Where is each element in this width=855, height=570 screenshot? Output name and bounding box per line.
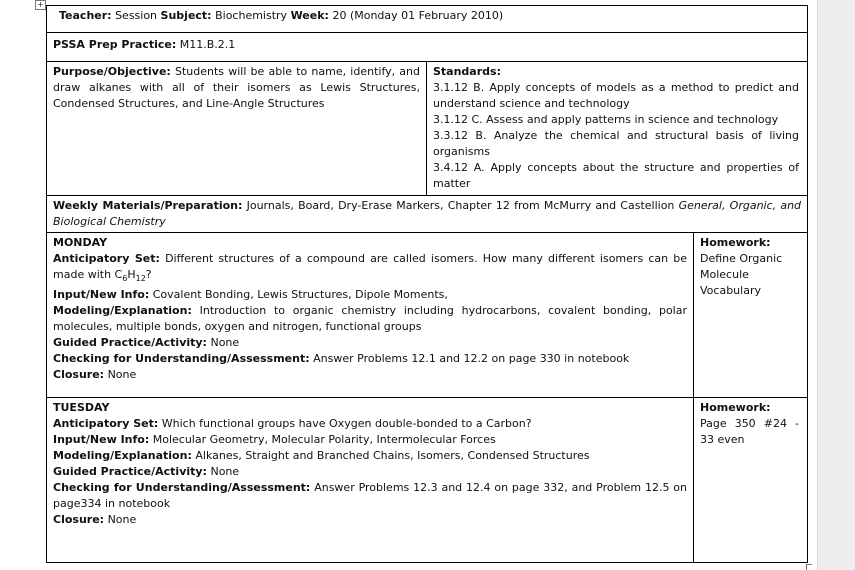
materials-book-title: General, Organic, and Biological Chemistry	[53, 199, 802, 228]
monday-input-text: Covalent Bonding, Lewis Structures, Dipole Moments,	[152, 288, 448, 302]
monday-formula: $C_6H_{12}$?	[114, 268, 152, 284]
subject-label: Subject:	[160, 9, 212, 22]
subject-value: Biochemistry	[215, 9, 288, 22]
standards-label: Standards:	[433, 65, 501, 78]
page-end-mark	[806, 564, 812, 570]
monday-modeling-text: Introduction to organic chemistry including hydrocarbons, covalent bonding, polar molecules, multiple bonds, oxygen and nitrogen, functional groups	[53, 304, 687, 334]
tuesday-homework-text: Page 350 #24 - 33 even	[700, 417, 799, 446]
tuesday-input-label: Input/New Info:	[53, 433, 150, 446]
tuesday-checking-label: Checking for Understanding/Assessment:	[53, 481, 311, 494]
pssa-value: M11.B.2.1	[179, 38, 236, 51]
tuesday-checking-text: Answer Problems 12.3 and 12.4 on page 332, and Problem 12.5 on page334 in notebook	[53, 481, 687, 510]
tuesday-input-text: Molecular Geometry, Molecular Polarity, Intermolecular Forces	[152, 433, 496, 446]
monday-day-label: MONDAY	[53, 236, 108, 249]
header-cell	[47, 6, 807, 26]
monday-closure-text: None	[107, 368, 137, 382]
monday-homework-text: Define Organic Molecule Vocabulary	[700, 252, 783, 297]
monday-checking-label: Checking for Understanding/Assessment:	[53, 352, 310, 366]
teacher-label: Teacher:	[59, 9, 112, 22]
monday-closure-label: Closure:	[53, 368, 105, 382]
tuesday-closure-text: None	[107, 513, 137, 526]
tuesday-row	[47, 398, 807, 562]
tuesday-cell	[47, 398, 694, 562]
monday-guided-text: None	[210, 336, 240, 350]
monday-cell	[47, 233, 694, 397]
tuesday-guided-text: None	[210, 465, 240, 478]
standard-item: 3.4.12 A. Apply concepts about the structure and properties of matter	[433, 161, 799, 190]
standard-item: 3.1.12 C. Assess and apply patterns in science and technology	[433, 113, 779, 126]
standard-item: 3.1.12 B. Apply concepts of models as a method to predict and understand science and technology	[433, 81, 799, 110]
tuesday-anticipatory-label: Anticipatory Set:	[53, 417, 159, 430]
objective-text: Students will be able to name, identify, and draw alkanes with all of their isomers as Lewis Structures, Condensed Structures, and Line-Angle Structures	[53, 65, 421, 110]
monday-anticipatory-label: Anticipatory Set:	[53, 252, 160, 265]
pssa-label: PSSA Prep Practice:	[53, 38, 177, 51]
tuesday-homework-label: Homework:	[700, 401, 771, 414]
teacher-value: Session	[115, 9, 158, 22]
standard-item: 3.3.12 B. Analyze the chemical and structural basis of living organisms	[433, 129, 799, 158]
monday-homework-cell	[694, 233, 805, 397]
objective-standards-row	[47, 62, 807, 196]
pssa-cell	[47, 33, 807, 55]
objective-label: Purpose/Objective:	[53, 65, 171, 78]
lesson-plan-table	[46, 5, 808, 563]
tuesday-modeling-text: Alkanes, Straight and Branched Chains, Isomers, Condensed Structures	[195, 449, 590, 462]
week-value: 20 (Monday 01 February 2010)	[332, 9, 504, 22]
standards-cell	[427, 62, 805, 195]
objective-cell	[47, 62, 427, 195]
tuesday-day-label: TUESDAY	[53, 401, 110, 414]
tuesday-guided-label: Guided Practice/Activity:	[53, 465, 207, 478]
monday-anticipatory-text: Different structures of a compound are called isomers. How many different isomers can be made with	[53, 252, 687, 281]
tuesday-homework-cell	[694, 398, 805, 562]
tuesday-closure-label: Closure:	[53, 513, 105, 526]
table-move-handle-icon[interactable]: +	[35, 0, 46, 10]
monday-modeling-label: Modeling/Explanation:	[53, 304, 192, 318]
materials-text: Journals, Board, Dry-Erase Markers, Chapter 12 from McMurry and Castellion	[246, 199, 675, 212]
materials-label: Weekly Materials/Preparation:	[53, 199, 243, 212]
monday-guided-label: Guided Practice/Activity:	[53, 336, 207, 350]
pssa-row	[47, 33, 807, 62]
materials-cell	[47, 196, 807, 232]
materials-row	[47, 196, 807, 233]
monday-homework-label: Homework:	[700, 236, 771, 249]
header-row	[47, 6, 807, 33]
week-label: Week:	[290, 9, 329, 22]
tuesday-modeling-label: Modeling/Explanation:	[53, 449, 192, 462]
right-margin-panel	[817, 0, 855, 570]
monday-input-label: Input/New Info:	[53, 288, 150, 302]
tuesday-anticipatory-text: Which functional groups have Oxygen double-bonded to a Carbon?	[161, 417, 532, 430]
monday-row	[47, 233, 807, 398]
monday-checking-text: Answer Problems 12.1 and 12.2 on page 330 in notebook	[313, 352, 630, 366]
